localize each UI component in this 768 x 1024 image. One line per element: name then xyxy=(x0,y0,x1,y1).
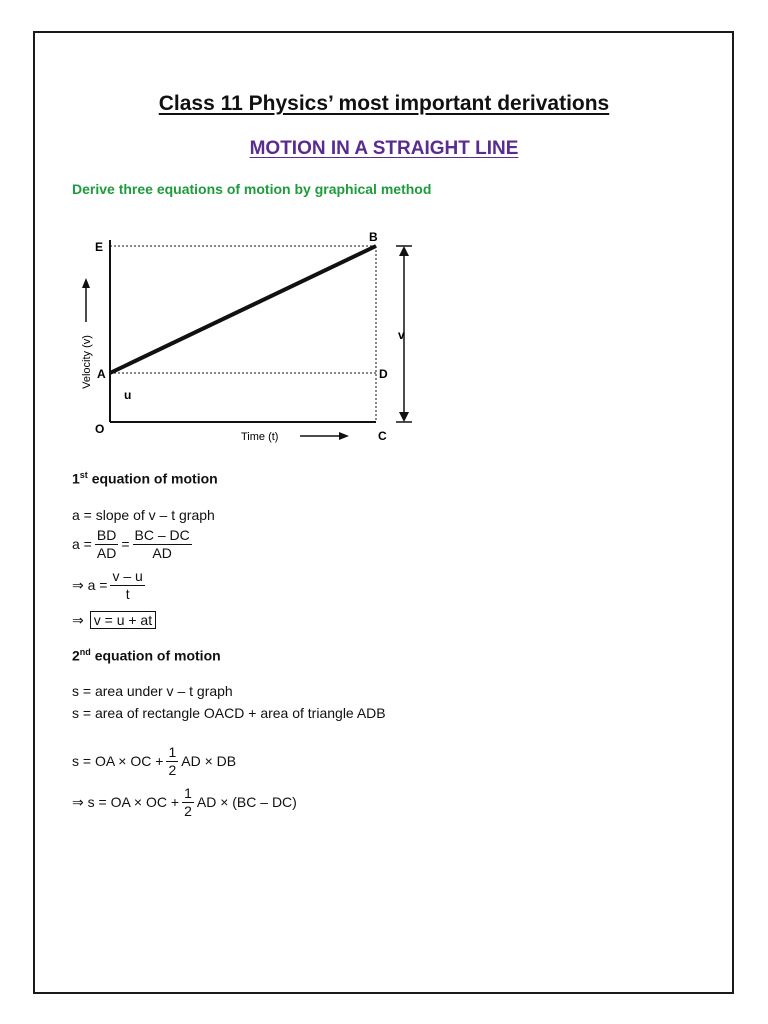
eq1-heading xyxy=(72,470,218,487)
label-B: B xyxy=(369,230,378,244)
velocity-time-graph xyxy=(60,222,430,447)
eq1-frac2-den: AD xyxy=(152,544,172,561)
velocity-line-AB xyxy=(110,246,376,373)
label-E: E xyxy=(95,240,104,254)
label-D: D xyxy=(379,367,388,381)
eq2-line2: s = area of rectangle OACD + area of triangle ADB xyxy=(72,705,386,721)
eq1-fraction-vu-t xyxy=(110,569,144,601)
document-title: Class 11 Physics’ most important derivations xyxy=(158,92,610,115)
eq1-frac3-den: t xyxy=(125,585,130,602)
label-v: v xyxy=(398,328,405,342)
eq2-frac1-den: 2 xyxy=(168,761,177,778)
eq2-heading xyxy=(72,647,221,664)
eq1-line4 xyxy=(72,611,156,629)
eq1-frac3-num: v – u xyxy=(112,568,143,584)
eq2-line3 xyxy=(72,745,236,777)
v-arrow-down xyxy=(399,412,409,422)
eq2-frac2-num: 1 xyxy=(184,785,192,801)
eq1-heading-num: 1 xyxy=(72,470,80,487)
eq1-frac1-den: AD xyxy=(96,544,117,561)
eq2-heading-num: 2 xyxy=(72,647,80,664)
label-O: O xyxy=(95,422,105,436)
eq1-frac2-num: BC – DC xyxy=(134,527,190,543)
eq2-fraction-half xyxy=(166,745,178,777)
eq2-line1: s = area under v – t graph xyxy=(72,683,233,699)
x-axis-label: Time (t) xyxy=(241,431,279,443)
y-axis-label: Velocity (v) xyxy=(81,335,93,389)
eq1-frac1-num: BD xyxy=(96,527,117,543)
v-arrow-up xyxy=(399,246,409,256)
eq1-line3-lhs: ⇒ a = xyxy=(72,576,108,593)
eq2-line3-lhs: s = OA × OC + xyxy=(72,753,164,770)
eq2-heading-sup: nd xyxy=(79,647,91,657)
eq2-frac2-den: 2 xyxy=(184,802,192,819)
eq2-line4-lhs: ⇒ s = OA × OC + xyxy=(72,793,180,810)
label-C: C xyxy=(378,429,387,443)
label-u: u xyxy=(124,388,132,402)
y-direction-arrow-icon xyxy=(82,278,90,288)
section-heading: MOTION IN A STRAIGHT LINE xyxy=(249,138,519,159)
eq1-line2 xyxy=(72,528,195,560)
eq2-frac1-num: 1 xyxy=(168,744,177,760)
eq2-line3-rhs: AD × DB xyxy=(181,753,237,770)
eq2-line4 xyxy=(72,786,297,818)
implies-arrow: ⇒ xyxy=(72,611,84,628)
eq1-fraction-BCDC-AD xyxy=(133,528,192,560)
eq1-line1: a = slope of v – t graph xyxy=(72,507,215,523)
eq2-line4-rhs: AD × (BC – DC) xyxy=(196,794,297,811)
first-equation-result: v = u + at xyxy=(90,611,156,629)
eq1-line2-lhs: a = xyxy=(72,536,92,553)
question-text: Derive three equations of motion by graphical method xyxy=(72,181,432,197)
x-direction-arrow-icon xyxy=(339,432,349,440)
eq1-heading-sup: st xyxy=(79,470,88,480)
eq1-fraction-BD-AD xyxy=(95,528,118,560)
eq1-line2-equals: = xyxy=(121,536,130,553)
eq2-fraction-half-2 xyxy=(182,786,194,818)
eq1-line3 xyxy=(72,569,148,601)
eq1-heading-text: equation of motion xyxy=(91,470,218,487)
label-A: A xyxy=(97,367,106,381)
eq2-heading-text: equation of motion xyxy=(94,647,221,664)
